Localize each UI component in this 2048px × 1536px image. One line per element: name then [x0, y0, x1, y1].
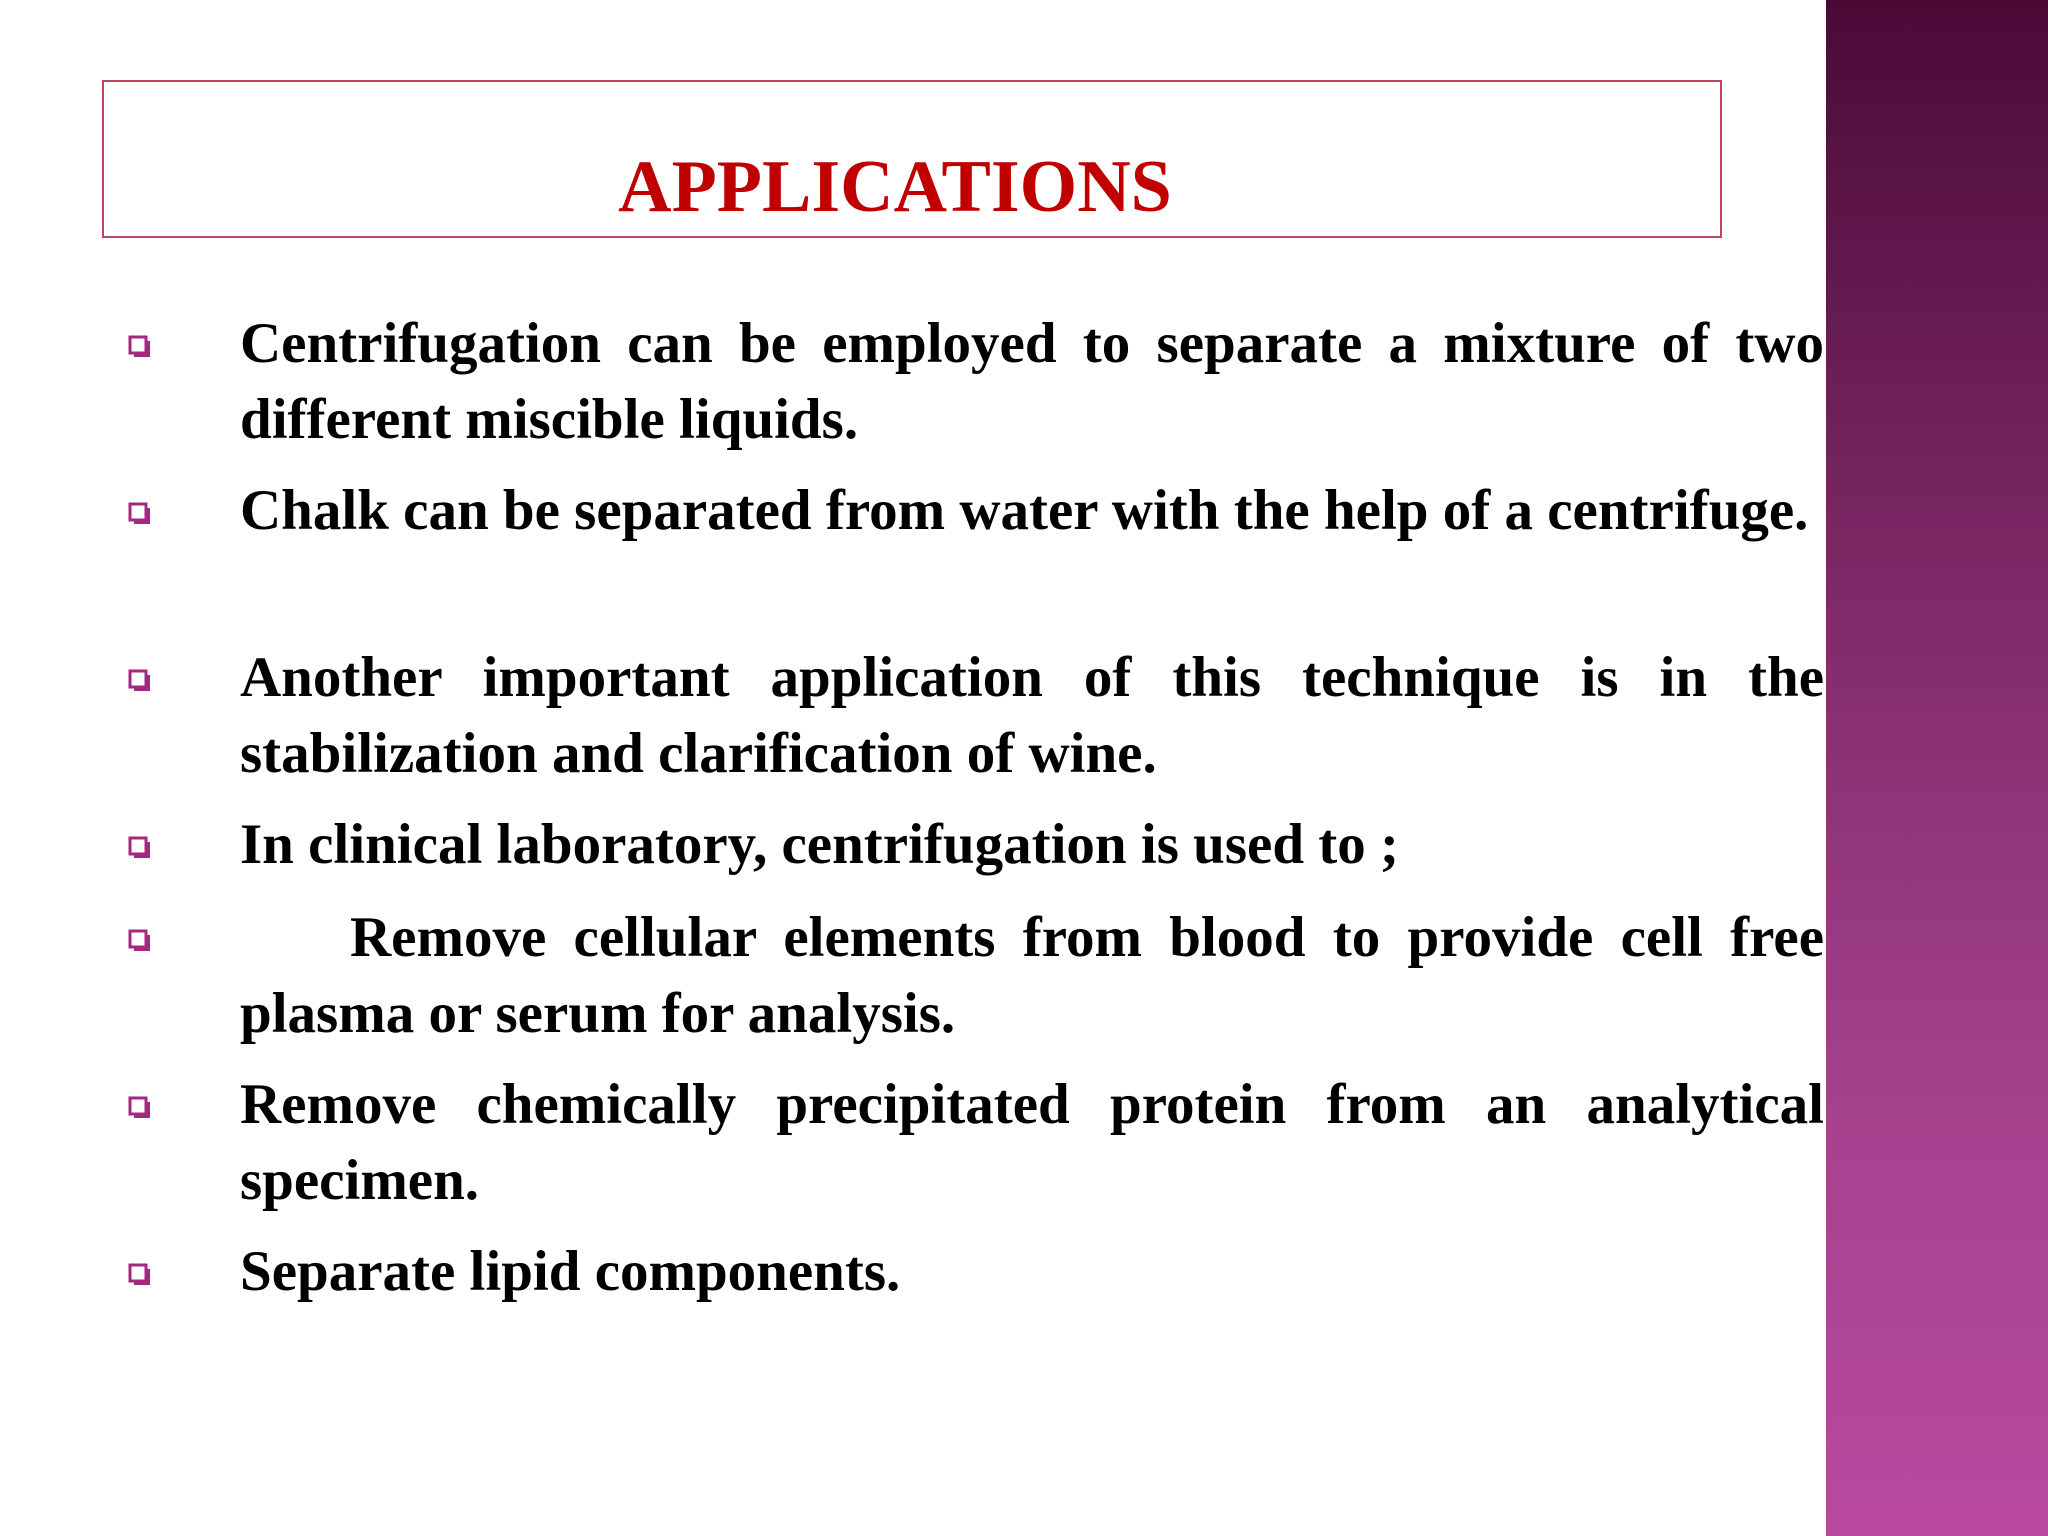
bullet-text: In clinical laboratory, centrifugation is used to ;: [240, 813, 1399, 876]
bullet-text: Centrifugation can be employed to separate a mixture of two different miscible liquids.: [240, 312, 1824, 451]
checkbox-square-icon: [128, 1093, 152, 1123]
checkbox-square-icon: [128, 499, 152, 529]
checkbox-square-icon: [128, 833, 152, 863]
checkbox-square-icon: [128, 666, 152, 696]
bullet-text: Remove cellular elements from blood to provide cell free plasma or serum for analysis.: [240, 906, 1824, 1045]
slide-title: APPLICATIONS: [618, 146, 1172, 228]
bullet-text: Remove chemically precipitated protein from an analytical specimen.: [240, 1073, 1824, 1212]
bullet-text: Another important application of this technique is in the stabilization and clarification of wine.: [240, 646, 1824, 785]
checkbox-square-icon: [128, 1260, 152, 1290]
bullet-text: Separate lipid components.: [240, 1240, 901, 1303]
checkbox-square-icon: [128, 332, 152, 362]
checkbox-square-icon: [128, 926, 152, 956]
bullet-text: Chalk can be separated from water with the help of a centrifuge.: [240, 479, 1809, 542]
bullet-text-indented: [240, 900, 1824, 1052]
